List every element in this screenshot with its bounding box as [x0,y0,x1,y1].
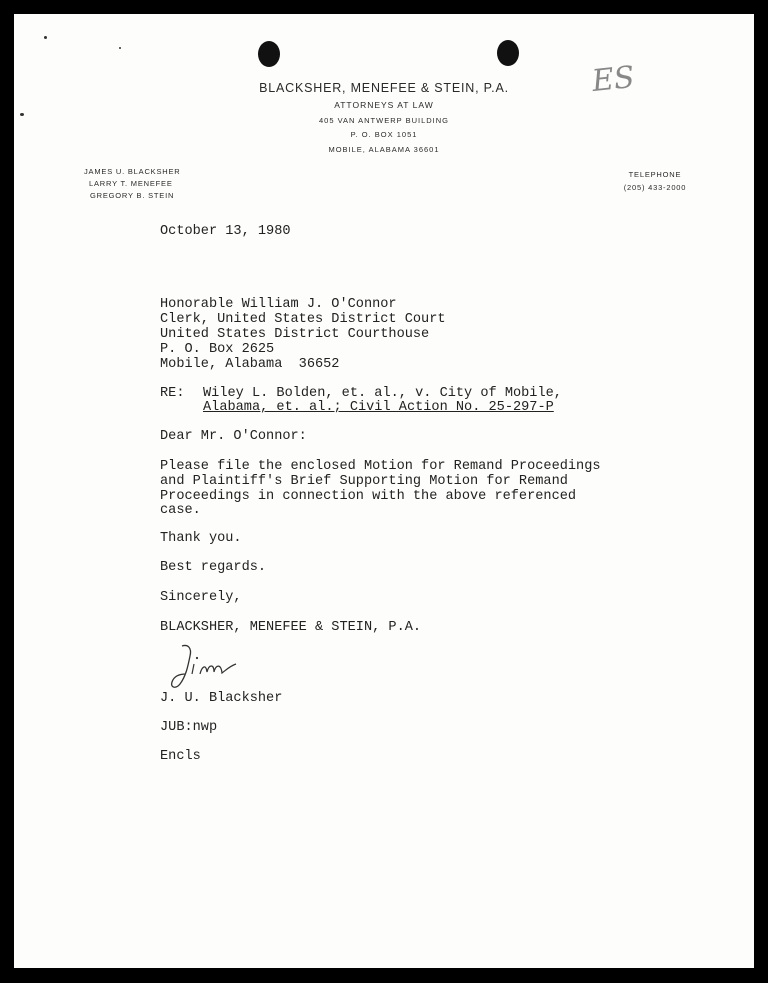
phone-number: (205) 433-2000 [623,183,687,192]
re-label: RE: [160,386,185,401]
regards-line: Best regards. [160,560,267,575]
speck [44,36,47,39]
signer-name: J. U. Blacksher [160,691,283,706]
body-line: Proceedings in connection with the above referenced [160,489,577,504]
reference-initials: JUB:nwp [160,720,218,735]
handwritten-signature [164,640,250,692]
body-line: Please file the enclosed Motion for Remand Proceedings [160,459,601,474]
partner-name: JAMES U. BLACKSHER [84,167,181,176]
punch-hole-left [258,41,280,67]
enclosures-line: Encls [160,749,201,764]
speck [119,47,121,49]
firm-city: MOBILE, ALABAMA 36601 [328,145,440,154]
closing-line: Sincerely, [160,590,242,605]
addressee-line: United States District Courthouse [160,327,430,342]
addressee-line: Clerk, United States District Court [160,312,446,327]
partner-name: LARRY T. MENEFEE [89,179,173,188]
punch-hole-right [497,40,519,66]
letter-date: October 13, 1980 [160,224,291,239]
firm-building: 405 VAN ANTWERP BUILDING [318,116,449,125]
addressee-line: Honorable William J. O'Connor [160,297,397,312]
handwritten-note: ES [590,59,637,100]
body-line: case. [160,503,201,518]
body-line: and Plaintiff's Brief Supporting Motion for Remand [160,474,568,489]
firm-po-box: P. O. BOX 1051 [350,130,418,139]
thanks-line: Thank you. [160,531,242,546]
firm-tagline: ATTORNEYS AT LAW [334,100,434,110]
addressee-line: Mobile, Alabama 36652 [160,357,340,372]
addressee-line: P. O. Box 2625 [160,342,275,357]
salutation: Dear Mr. O'Connor: [160,429,307,444]
partner-name: GREGORY B. STEIN [90,191,175,200]
re-line: Wiley L. Bolden, et. al., v. City of Mobile, [203,386,562,401]
firm-name: BLACKSHER, MENEFEE & STEIN, P.A. [259,81,509,95]
phone-block [600,168,710,194]
firm-signature-line: BLACKSHER, MENEFEE & STEIN, P.A. [160,620,422,635]
phone-label: TELEPHONE [628,170,682,179]
partner-list [84,166,181,202]
re-line: Alabama, et. al.; Civil Action No. 25-297-P [203,400,554,415]
